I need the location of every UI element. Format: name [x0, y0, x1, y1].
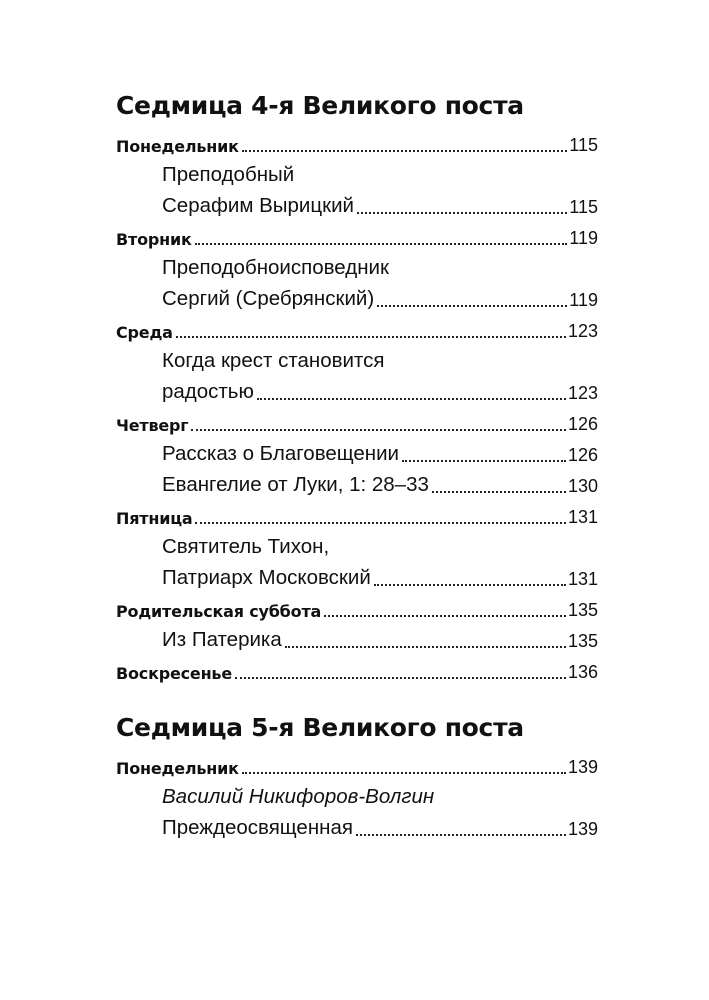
- entry-label: Преждеосвященная: [162, 816, 353, 839]
- page-number: 131: [567, 569, 598, 589]
- dot-leader: [356, 834, 566, 836]
- entry-label: Преподобный: [162, 163, 295, 186]
- dot-leader: [235, 677, 566, 679]
- page-number: 135: [567, 600, 598, 620]
- page-number: 119: [569, 290, 598, 310]
- page-number: 130: [567, 476, 598, 496]
- dot-leader: [257, 398, 566, 400]
- dot-leader: [357, 212, 567, 214]
- dot-leader: [176, 336, 566, 338]
- toc-day-entry[interactable]: [116, 407, 598, 438]
- entry-label: Святитель Тихон,: [162, 535, 330, 558]
- page-number: 123: [567, 321, 598, 341]
- entry-label: Василий Никифоров-Волгин: [162, 785, 435, 808]
- toc-day-entry[interactable]: [116, 221, 598, 252]
- section-week-4: [116, 90, 598, 686]
- page-number: 139: [567, 819, 598, 839]
- page-number: 126: [567, 445, 598, 465]
- dot-leader: [377, 305, 567, 307]
- toc-sub-entry[interactable]: [116, 469, 598, 500]
- entry-label: Преподобноисповедник: [162, 256, 389, 279]
- toc-sub-entry[interactable]: [116, 562, 598, 593]
- dot-leader: [195, 522, 565, 524]
- toc-day-entry[interactable]: [116, 593, 598, 624]
- entry-label: Серафим Вырицкий: [162, 194, 354, 217]
- dot-leader: [285, 646, 566, 648]
- toc-sub-entry[interactable]: [116, 376, 598, 407]
- section-week-5: [116, 712, 598, 843]
- dot-leader: [242, 150, 567, 152]
- page-number: 119: [569, 228, 598, 248]
- page-number: 115: [569, 197, 598, 217]
- toc-sub-entry[interactable]: [116, 190, 598, 221]
- section-rows: [116, 750, 598, 843]
- page-number: 115: [569, 135, 598, 155]
- dot-leader: [402, 460, 566, 462]
- toc-day-entry[interactable]: [116, 750, 598, 781]
- dot-leader: [374, 584, 566, 586]
- section-rows: [116, 128, 598, 686]
- page-number: 123: [567, 383, 598, 403]
- entry-label: Евангелие от Луки, 1: 28–33: [162, 473, 429, 496]
- entry-label: Понедельник: [116, 137, 239, 156]
- entry-label: Вторник: [116, 230, 192, 249]
- page-number: 126: [567, 414, 598, 434]
- entry-label: радостью: [162, 380, 254, 403]
- dot-leader: [195, 243, 568, 245]
- page-number: 135: [567, 631, 598, 651]
- page-number: 139: [567, 757, 598, 777]
- entry-label: Четверг: [116, 416, 189, 435]
- entry-label: Понедельник: [116, 759, 239, 778]
- entry-label: Родительская суббота: [116, 602, 322, 621]
- dot-leader: [242, 772, 566, 774]
- toc-day-entry[interactable]: [116, 655, 598, 686]
- toc-day-entry[interactable]: [116, 128, 598, 159]
- page-number: 136: [567, 662, 598, 682]
- entry-label: Рассказ о Благовещении: [162, 442, 400, 465]
- toc-sub-entry[interactable]: [116, 283, 598, 314]
- page-number: 131: [567, 507, 598, 527]
- section-title: Седмица 4-я Великого поста: [116, 91, 524, 120]
- toc-sub-entry[interactable]: [116, 812, 598, 843]
- dot-leader: [191, 429, 566, 431]
- table-of-contents: [116, 90, 598, 843]
- entry-label: Пятница: [116, 509, 193, 528]
- dot-leader: [432, 491, 566, 493]
- entry-label: Среда: [116, 323, 173, 342]
- section-title: Седмица 5-я Великого поста: [116, 713, 524, 742]
- toc-sub-entry[interactable]: [116, 345, 598, 376]
- entry-label: Сергий (Сребрянский): [162, 287, 375, 310]
- toc-sub-entry[interactable]: [116, 159, 598, 190]
- toc-sub-entry[interactable]: [116, 531, 598, 562]
- entry-label: Из Патерика: [162, 628, 282, 651]
- entry-label: Воскресенье: [116, 664, 232, 683]
- entry-label: Когда крест становится: [162, 349, 385, 372]
- toc-sub-entry[interactable]: [116, 624, 598, 655]
- toc-sub-entry[interactable]: [116, 781, 598, 812]
- toc-sub-entry[interactable]: [116, 252, 598, 283]
- dot-leader: [324, 615, 566, 617]
- entry-label: Патриарх Московский: [162, 566, 371, 589]
- toc-day-entry[interactable]: [116, 500, 598, 531]
- toc-sub-entry[interactable]: [116, 438, 598, 469]
- toc-day-entry[interactable]: [116, 314, 598, 345]
